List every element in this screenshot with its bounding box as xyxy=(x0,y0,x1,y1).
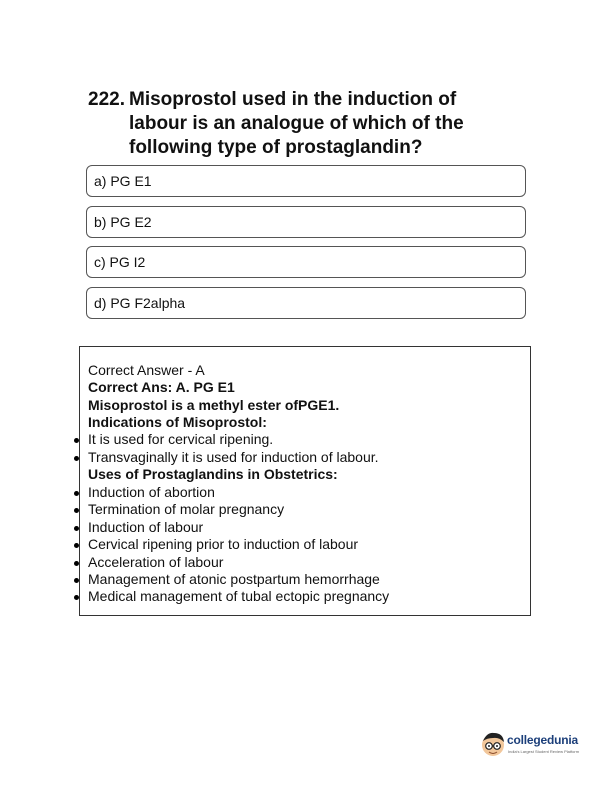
bullet-icon xyxy=(74,595,79,600)
indication-item: It is used for cervical ripening. xyxy=(88,431,274,447)
question-number: 222. xyxy=(88,89,125,110)
indications-heading: Indications of Misoprostol: xyxy=(88,414,267,430)
uses-heading: Uses of Prostaglandins in Obstetrics: xyxy=(88,466,338,482)
question-text xyxy=(129,88,528,160)
bullet-icon xyxy=(74,438,79,443)
mascot-icon xyxy=(481,731,507,759)
use-item: Management of atonic postpartum hemorrhage xyxy=(88,571,380,587)
logo-brand: collegedunia xyxy=(507,733,578,747)
bullet-icon xyxy=(74,456,79,461)
use-item: Acceleration of labour xyxy=(88,554,224,570)
option-b[interactable]: b) PG E2 xyxy=(86,206,526,238)
bullet-icon xyxy=(74,543,79,548)
bullet-icon xyxy=(74,578,79,583)
bullet-icon xyxy=(74,526,79,531)
indication-item: Transvaginally it is used for induction of labour. xyxy=(88,449,379,465)
use-item: Termination of molar pregnancy xyxy=(88,501,285,517)
answer-statement: Misoprostol is a methyl ester ofPGE1. xyxy=(88,397,340,413)
question-line: labour is an analogue of which of the xyxy=(129,113,464,134)
options-list xyxy=(86,165,526,327)
collegedunia-logo[interactable] xyxy=(481,731,581,759)
option-c[interactable]: c) PG I2 xyxy=(86,246,526,278)
question-line: Misoprostol used in the induction of xyxy=(129,89,457,110)
option-d[interactable]: d) PG F2alpha xyxy=(86,287,526,319)
bullet-icon xyxy=(74,508,79,513)
bullet-icon xyxy=(74,491,79,496)
use-item: Induction of abortion xyxy=(88,484,215,500)
correct-answer: Correct Ans: A. PG E1 xyxy=(88,379,235,395)
answer-label: Correct Answer - A xyxy=(88,362,205,378)
question-line: following type of prostaglandin? xyxy=(129,137,423,158)
use-item: Medical management of tubal ectopic pregnancy xyxy=(88,588,390,604)
bullet-icon xyxy=(74,561,79,566)
use-item: Induction of labour xyxy=(88,519,204,535)
question xyxy=(88,88,528,160)
use-item: Cervical ripening prior to induction of labour xyxy=(88,536,359,552)
answer-explanation xyxy=(79,346,531,616)
logo-tagline: India's Largest Student Review Platform xyxy=(508,749,580,754)
option-a[interactable]: a) PG E1 xyxy=(86,165,526,197)
